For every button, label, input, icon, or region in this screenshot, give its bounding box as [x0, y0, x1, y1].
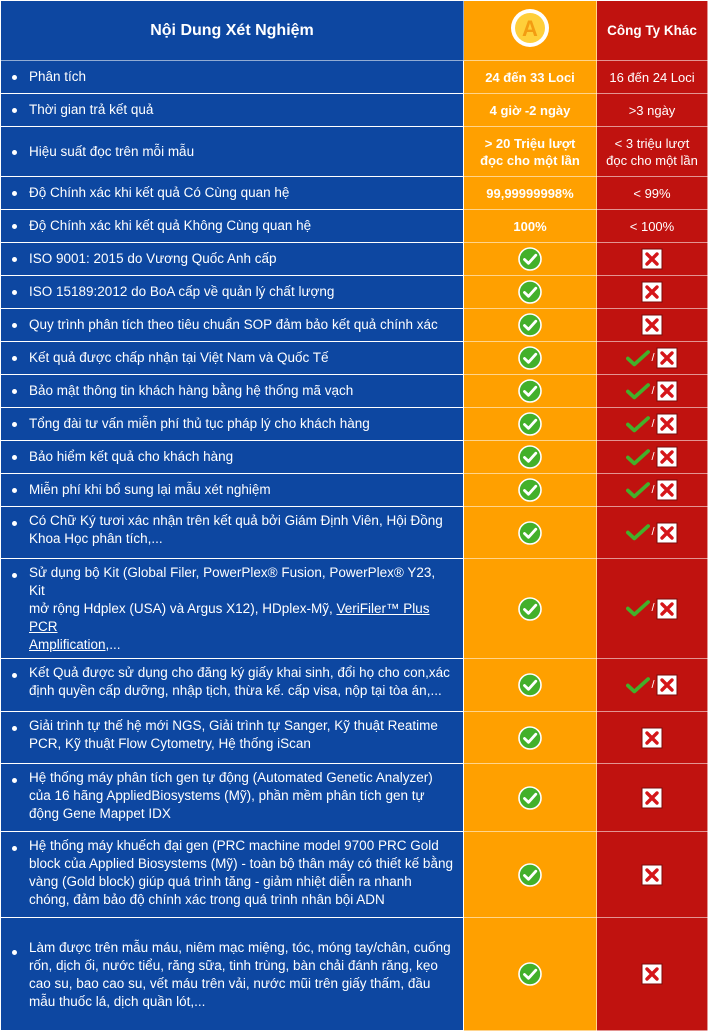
their-check	[597, 712, 708, 764]
x-icon	[641, 864, 663, 886]
column-header-other-company: Công Ty Khác	[597, 1, 708, 61]
criterion-cell: Độ Chính xác khi kết quả Không Cùng quan hệ	[1, 210, 464, 243]
our-check	[464, 507, 597, 559]
table-row	[1, 177, 708, 210]
verifiler-link[interactable]: VeriFiler™ Plus PCR	[29, 601, 430, 634]
x-icon	[656, 413, 678, 435]
our-check	[464, 559, 597, 659]
our-check	[464, 764, 597, 832]
criterion-cell: Làm được trên mẫu máu, niêm mạc miệng, tóc, móng tay/chân, cuống rốn, dịch ối, nước tiểu, răng sữa, tinh trùng, bàn chải đánh răng, kẹo cao su, bao cao su, vết máu trên vải, nước mũi trên giấy thấm, đầu mẫu thuốc lá, dịch quần lót,...	[1, 918, 464, 1031]
column-header-our-company	[464, 1, 597, 61]
amplification-link[interactable]: Amplification	[29, 637, 106, 652]
mini-check-icon	[626, 524, 650, 541]
x-icon	[641, 787, 663, 809]
their-check: /	[597, 474, 708, 507]
criterion-cell: Miễn phí khi bổ sung lại mẫu xét nghiệm	[1, 474, 464, 507]
criterion-cell: Phân tích	[1, 61, 464, 94]
their-value: 16 đến 24 Loci	[597, 61, 708, 94]
our-check	[464, 243, 597, 276]
check-icon	[518, 521, 542, 545]
their-check	[597, 918, 708, 1031]
table-row	[1, 375, 708, 408]
our-check	[464, 342, 597, 375]
table-row	[1, 276, 708, 309]
table-row	[1, 712, 708, 764]
our-check	[464, 375, 597, 408]
their-check	[597, 309, 708, 342]
our-check	[464, 659, 597, 712]
mini-check-icon	[626, 449, 650, 466]
mini-check-icon	[626, 482, 650, 499]
criterion-cell: Tổng đài tư vấn miễn phí thủ tục pháp lý cho khách hàng	[1, 408, 464, 441]
column-header-criteria: Nội Dung Xét Nghiệm	[1, 1, 464, 61]
their-value: < 3 triệu lượt đọc cho một lần	[597, 127, 708, 177]
their-check: /	[597, 659, 708, 712]
check-icon	[518, 597, 542, 621]
check-icon	[518, 379, 542, 403]
table-row	[1, 764, 708, 832]
mini-check-icon	[626, 350, 650, 367]
mini-check-icon	[626, 600, 650, 617]
criterion-cell: Thời gian trả kết quả	[1, 94, 464, 127]
mini-check-icon	[626, 677, 650, 694]
our-check	[464, 276, 597, 309]
table-row	[1, 474, 708, 507]
their-check	[597, 243, 708, 276]
their-check	[597, 832, 708, 918]
table-row	[1, 559, 708, 659]
their-check: /	[597, 342, 708, 375]
mini-check-icon	[626, 416, 650, 433]
x-icon	[656, 479, 678, 501]
our-check	[464, 832, 597, 918]
their-check: /	[597, 441, 708, 474]
check-icon	[518, 280, 542, 304]
x-icon	[641, 248, 663, 270]
table-row	[1, 507, 708, 559]
mini-check-icon	[626, 383, 650, 400]
criterion-cell: Hệ thống máy phân tích gen tự động (Automated Genetic Analyzer) của 16 hãng AppliedBiosystems (Mỹ), phần mềm phân tích gen tự động Gene Mappet IDX	[1, 764, 464, 832]
their-value: < 100%	[597, 210, 708, 243]
table-row	[1, 918, 708, 1031]
criterion-cell: Độ Chính xác khi kết quả Có Cùng quan hệ	[1, 177, 464, 210]
our-value: 4 giờ -2 ngày	[464, 94, 597, 127]
criterion-cell: Giải trình tự thế hệ mới NGS, Giải trình tự Sanger, Kỹ thuật Reatime PCR, Kỹ thuật Flow Cytometry, Hệ thống iScan	[1, 712, 464, 764]
company-logo-icon	[509, 7, 551, 54]
check-icon	[518, 346, 542, 370]
their-check: /	[597, 408, 708, 441]
our-value: 99,99999998%	[464, 177, 597, 210]
criterion-cell: Bảo hiểm kết quả cho khách hàng	[1, 441, 464, 474]
table-row	[1, 243, 708, 276]
their-check: /	[597, 375, 708, 408]
criterion-cell: Quy trình phân tích theo tiêu chuẩn SOP đảm bảo kết quả chính xác	[1, 309, 464, 342]
criterion-cell: ISO 9001: 2015 do Vương Quốc Anh cấp	[1, 243, 464, 276]
criterion-cell: Bảo mật thông tin khách hàng bằng hệ thống mã vạch	[1, 375, 464, 408]
their-check	[597, 764, 708, 832]
x-icon	[641, 314, 663, 336]
table-row	[1, 94, 708, 127]
our-check	[464, 441, 597, 474]
table-row	[1, 441, 708, 474]
table-row	[1, 832, 708, 918]
check-icon	[518, 412, 542, 436]
criterion-cell: Hiệu suất đọc trên mỗi mẫu	[1, 127, 464, 177]
table-row	[1, 61, 708, 94]
table-row	[1, 342, 708, 375]
table-row	[1, 210, 708, 243]
their-check: /	[597, 507, 708, 559]
criterion-cell: Kết quả được chấp nhận tại Việt Nam và Quốc Tế	[1, 342, 464, 375]
our-check	[464, 712, 597, 764]
logo-letter: A	[522, 16, 538, 41]
x-icon	[656, 674, 678, 696]
our-value: 100%	[464, 210, 597, 243]
criterion-cell: ISO 15189:2012 do BoA cấp về quản lý chất lượng	[1, 276, 464, 309]
our-check	[464, 408, 597, 441]
their-value: < 99%	[597, 177, 708, 210]
criterion-cell: Hệ thống máy khuếch đại gen (PRC machine model 9700 PRC Gold block của Applied Biosystems (Mỹ) - toàn bộ thân máy có thiết kế bằng vàng (Gold block) giúp quá trình tăng - giảm nhiệt diễn ra nhanh chóng, đảm bảo độ chính xác trong quá trình nhân bội ADN	[1, 832, 464, 918]
check-icon	[518, 863, 542, 887]
check-icon	[518, 726, 542, 750]
check-icon	[518, 962, 542, 986]
criterion-cell: Kết Quả được sử dụng cho đăng ký giấy khai sinh, đổi họ cho con,xác định quyền cấp dưỡng, nhập tịch, thừa kế. cấp visa, nộp tại tòa án,...	[1, 659, 464, 712]
check-icon	[518, 445, 542, 469]
table-row	[1, 408, 708, 441]
our-check	[464, 474, 597, 507]
check-icon	[518, 313, 542, 337]
check-icon	[518, 478, 542, 502]
x-icon	[656, 347, 678, 369]
x-icon	[641, 281, 663, 303]
their-value: >3 ngày	[597, 94, 708, 127]
table-row	[1, 659, 708, 712]
criterion-cell: Có Chữ Ký tươi xác nhận trên kết quả bởi Giám Định Viên, Hội Đồng Khoa Học phân tích,...	[1, 507, 464, 559]
x-icon	[641, 963, 663, 985]
our-value: > 20 Triệu lượt đọc cho một lần	[464, 127, 597, 177]
table-row	[1, 309, 708, 342]
their-check: /	[597, 559, 708, 659]
check-icon	[518, 673, 542, 697]
our-check	[464, 918, 597, 1031]
check-icon	[518, 786, 542, 810]
their-check	[597, 276, 708, 309]
our-value: 24 đến 33 Loci	[464, 61, 597, 94]
header-row	[1, 1, 708, 61]
our-check	[464, 309, 597, 342]
x-icon	[656, 522, 678, 544]
x-icon	[656, 598, 678, 620]
check-icon	[518, 247, 542, 271]
table-row	[1, 127, 708, 177]
x-icon	[641, 727, 663, 749]
x-icon	[656, 446, 678, 468]
x-icon	[656, 380, 678, 402]
criterion-cell: Sử dụng bộ Kit (Global Filer, PowerPlex® Fusion, PowerPlex® Y23, Kit mở rộng Hdplex (USA) và Argus X12), HDplex-Mỹ, VeriFiler™ Plus PCR Amplification,...	[1, 559, 464, 659]
